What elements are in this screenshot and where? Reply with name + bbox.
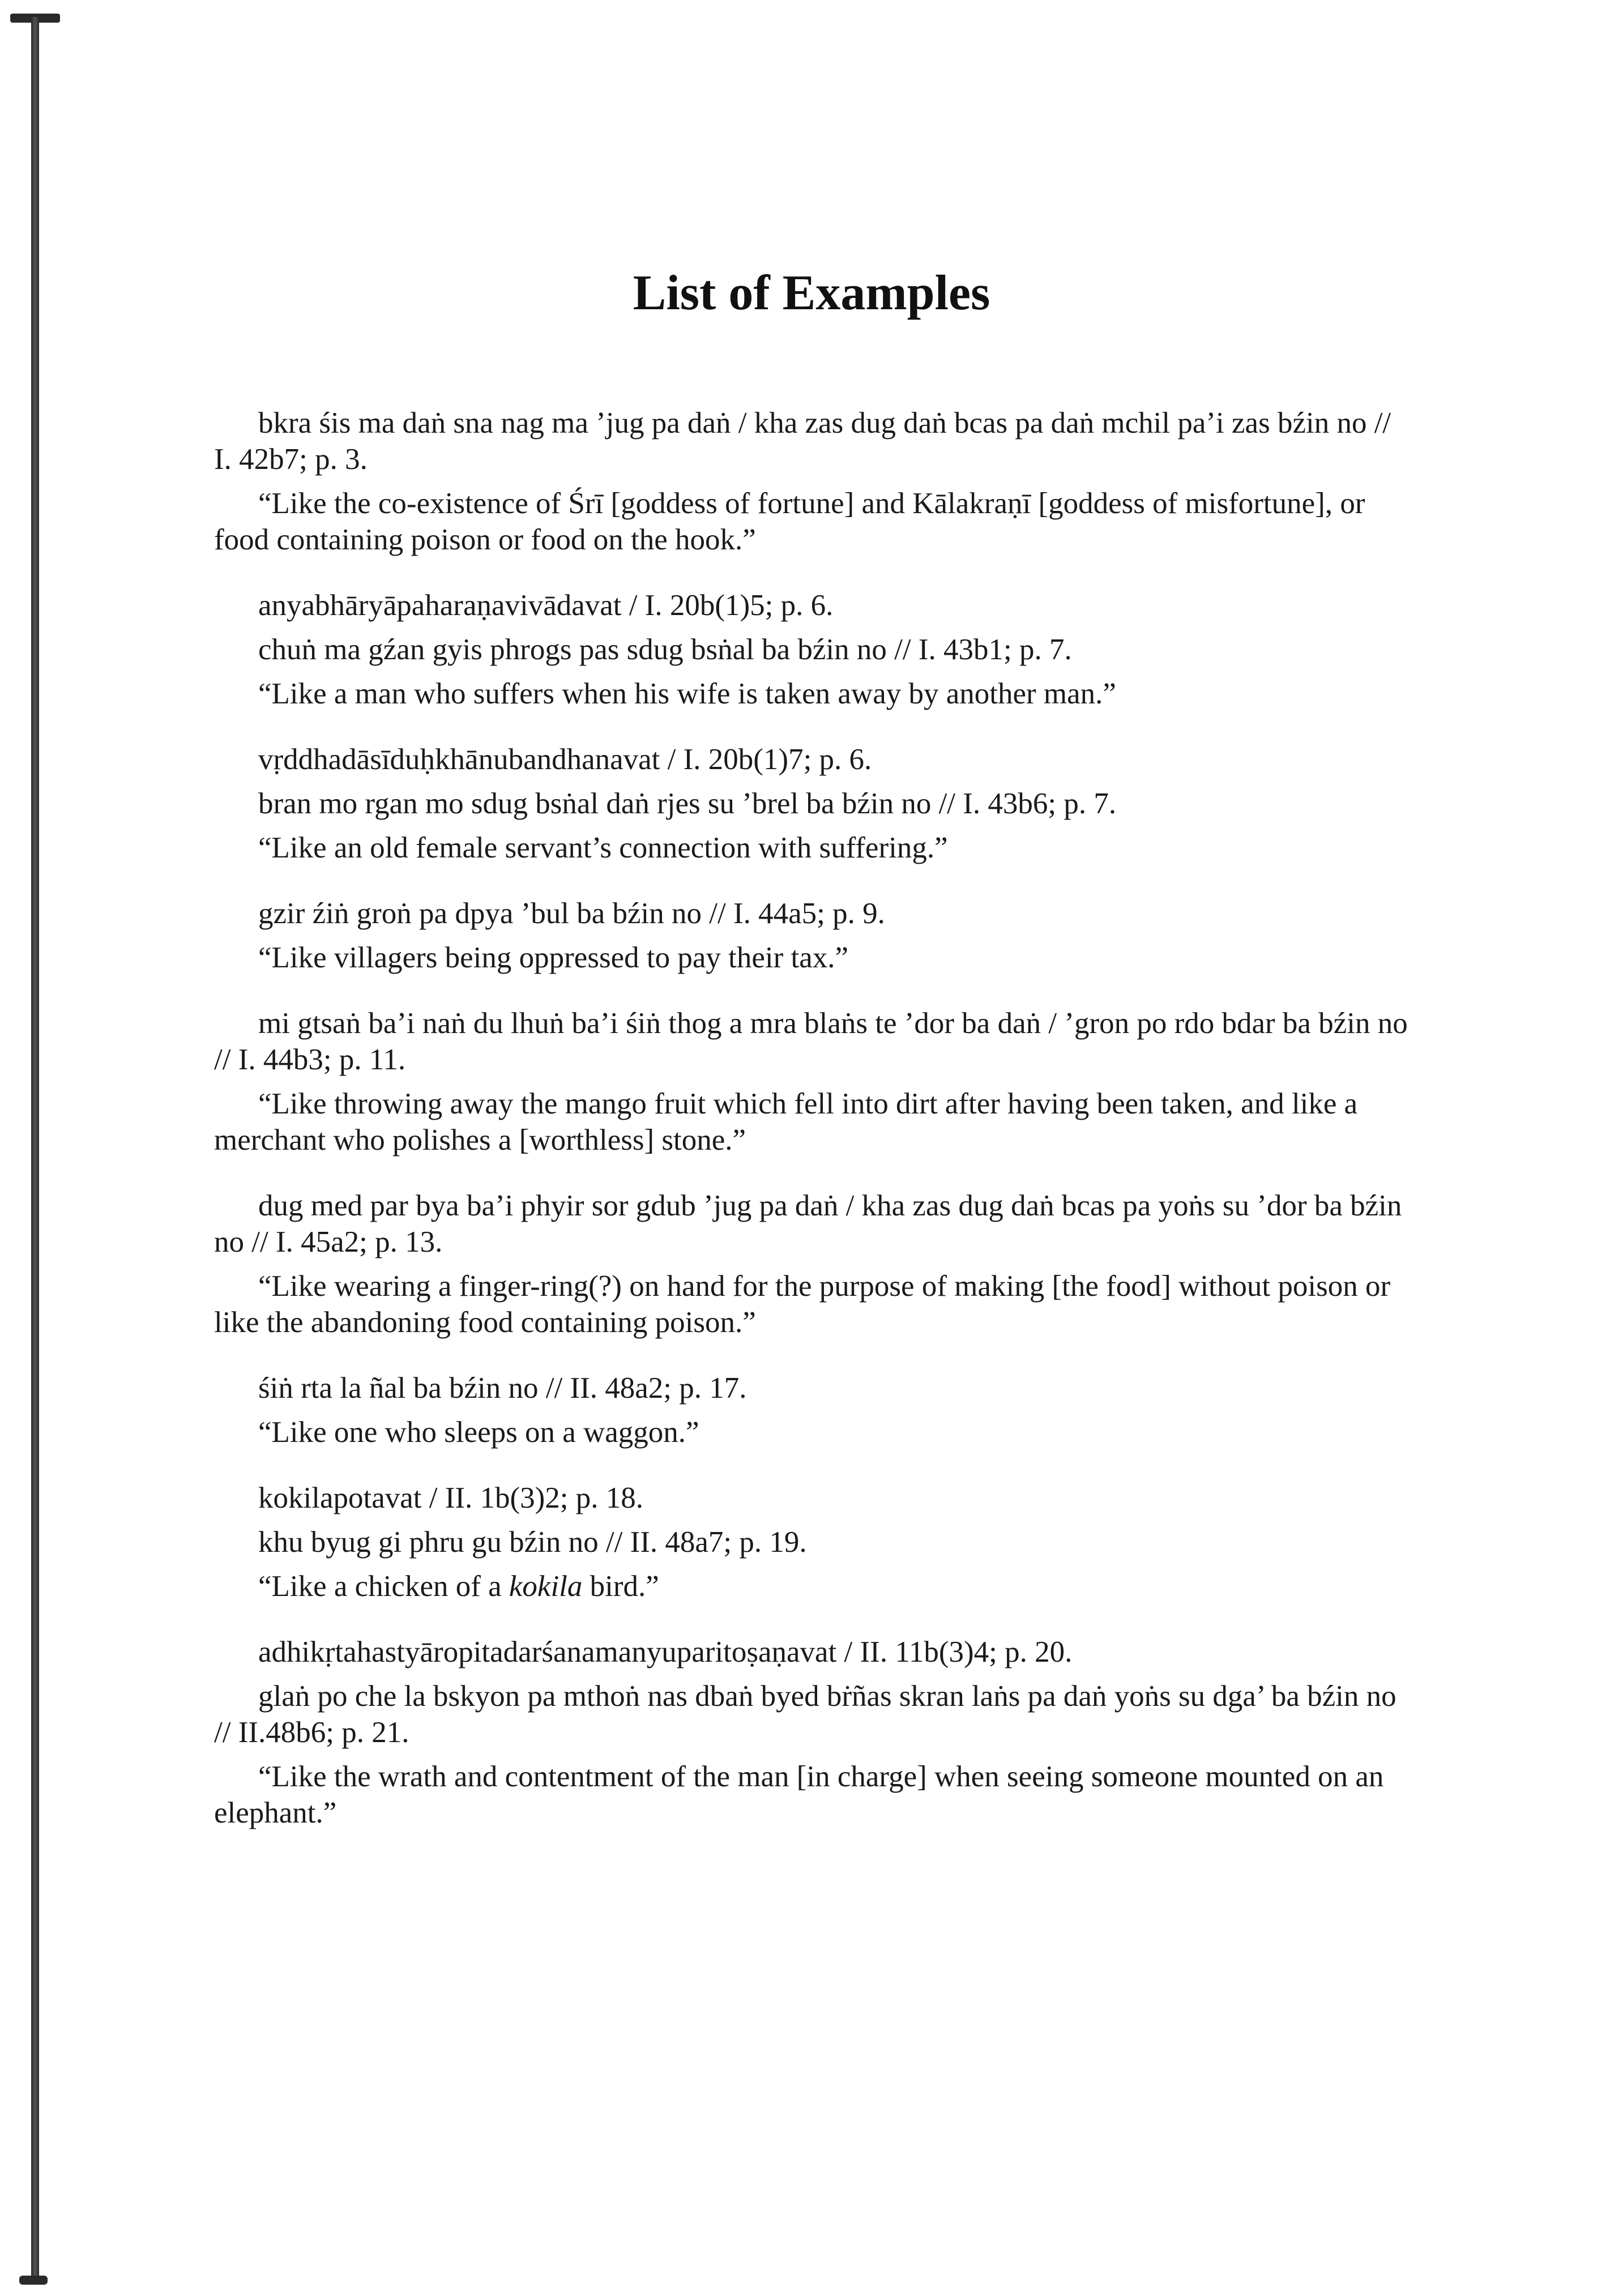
sanskrit-text: anyabhāryāpaharaṇavivādavat / I. 20b(1)5; p. 6. (258, 589, 834, 622)
tibetan-text: mi gtsaṅ ba’i naṅ du lhuṅ ba’i śiṅ thog a mra blaṅs te ’dor ba daṅ / ’gron po rdo bdar ba bźin no // I. 44b3; p. 11. (214, 1007, 1408, 1076)
example-entry (214, 405, 1415, 558)
sanskrit-text: vṛddhadāsīduḥkhānubandhanavat / I. 20b(1)7; p. 6. (258, 743, 872, 776)
tibetan-text: chuṅ ma gźan gyis phrogs pas sdug bsṅal ba bźin no // I. 43b1; p. 7. (258, 633, 1072, 666)
translation: “Like a man who suffers when his wife is taken away by another man.” (258, 677, 1116, 710)
translation: “Like villagers being oppressed to pay their tax.” (258, 941, 848, 974)
example-entry (214, 1634, 1415, 1831)
sanskrit-text: adhikṛtahastyāropitadarśanamanyuparitoṣaṇavat / II. 11b(3)4; p. 20. (258, 1636, 1073, 1668)
tibetan-text: bkra śis ma daṅ sna nag ma ’jug pa daṅ / kha zas dug daṅ bcas pa daṅ mchil pa’i zas bźin no // I. 42b7; p. 3. (214, 407, 1391, 476)
example-entry (214, 1480, 1415, 1604)
tibetan-text: dug med par bya ba’i phyir sor gdub ’jug pa daṅ / kha zas dug daṅ bcas pa yoṅs su ’dor ba bźin no // I. 45a2; p. 13. (214, 1189, 1402, 1258)
binding-edge-bottom (19, 2276, 48, 2285)
translation-text: “Like a chicken of a (258, 1570, 509, 1603)
examples-list (214, 405, 1415, 1860)
tibetan-text: glaṅ po che la bskyon pa mthoṅ nas dbaṅ byed bṙñas skran laṅs pa daṅ yoṅs su dga’ ba bźin no // II.48b6; p. 21. (214, 1680, 1396, 1749)
binding-edge (31, 17, 39, 2277)
example-entry (214, 1188, 1415, 1341)
translation: “Like the wrath and contentment of the man [in charge] when seeing someone mounted on an elephant.” (214, 1760, 1384, 1829)
translation-text: bird.” (582, 1570, 659, 1603)
example-entry (214, 895, 1415, 976)
tibetan-text: gzir źiṅ groṅ pa dpya ’bul ba bźin no // I. 44a5; p. 9. (258, 897, 885, 930)
page-title: List of Examples (633, 266, 990, 321)
translation: “Like wearing a finger-ring(?) on hand for the purpose of making [the food] without poison or like the abandoning food containing poison.” (214, 1270, 1391, 1339)
translation (214, 1568, 1415, 1604)
example-entry (214, 741, 1415, 866)
translation: “Like throwing away the mango fruit which fell into dirt after having been taken, and like a merchant who polishes a [worthless] stone.” (214, 1087, 1358, 1156)
translation: “Like one who sleeps on a waggon.” (258, 1416, 699, 1449)
translation-italic-term: kokila (509, 1570, 583, 1603)
example-entry (214, 587, 1415, 712)
example-entry (214, 1005, 1415, 1158)
tibetan-text: bran mo rgan mo sdug bsṅal daṅ rjes su ’brel ba bźin no // I. 43b6; p. 7. (258, 787, 1117, 820)
example-entry (214, 1370, 1415, 1450)
translation: “Like the co-existence of Śrī [goddess of fortune] and Kālakraṇī [goddess of misfortune], or food containing poison or food on the hook.” (214, 487, 1365, 556)
sanskrit-text: kokilapotavat / II. 1b(3)2; p. 18. (258, 1482, 644, 1514)
translation: “Like an old female servant’s connection with suffering.” (258, 831, 948, 864)
tibetan-text: śiṅ rta la ñal ba bźin no // II. 48a2; p. 17. (258, 1372, 747, 1405)
tibetan-text: khu byug gi phru gu bźin no // II. 48a7; p. 19. (258, 1526, 807, 1559)
